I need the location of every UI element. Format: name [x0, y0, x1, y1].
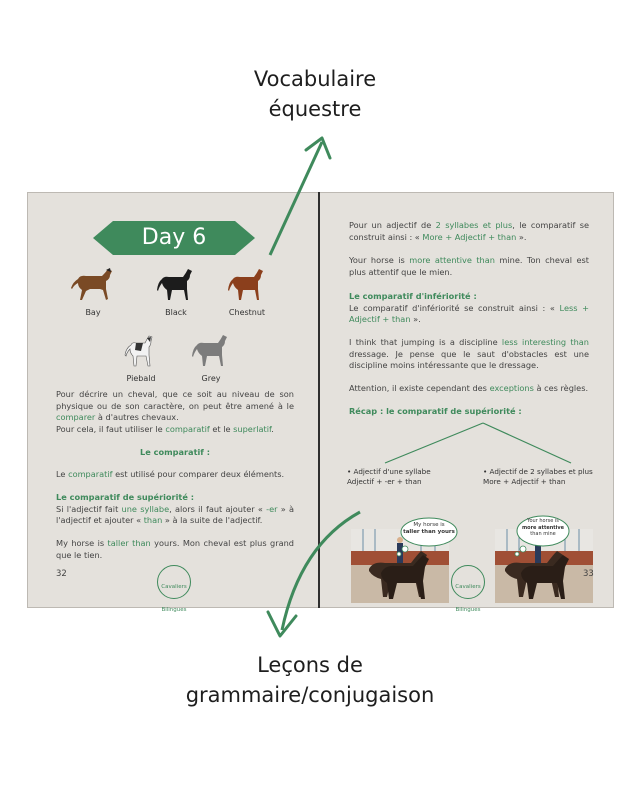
text: Pour décrire un cheval, que ce soit au niveau de son physique ou de son caractère, on peut être amené à le: [56, 389, 294, 411]
section-title: Le comparatif d'infériorité :: [349, 291, 477, 301]
arrow-to-grammar: [282, 512, 360, 630]
caption-bottom-line2: grammaire/conjugaison: [185, 683, 435, 707]
text: à d'autres chevaux.: [95, 412, 179, 422]
text: à ces règles.: [533, 383, 589, 393]
text: Pour cela, il faut utiliser le: [56, 423, 166, 434]
highlight: comparer: [56, 412, 96, 422]
arrow-to-vocabulary: [270, 142, 322, 255]
caption-bottom-line1: Leçons de: [257, 653, 363, 677]
text: » à l'adjectif et ajouter «: [56, 503, 294, 525]
text: taller than yours: [403, 529, 455, 535]
text: Adjectif de 2 syllabes et plus: [489, 467, 593, 476]
text: , le comparatif se construit ainsi : «: [349, 220, 589, 242]
text: more attentive: [521, 524, 565, 531]
text: Your horse is: [527, 518, 559, 524]
horse-name: Piebald: [126, 374, 156, 383]
text: Attention, il existe cependant des: [349, 383, 490, 393]
section-title: Le comparatif :: [140, 447, 210, 457]
highlight: taller than: [107, 538, 151, 548]
section-title: Le comparatif de supériorité :: [56, 492, 194, 502]
text: et le: [209, 423, 234, 434]
text: More + Adjectif + than: [483, 477, 566, 486]
highlight: comparatif: [68, 469, 113, 479]
text: My horse is: [56, 538, 108, 548]
text: Le: [56, 469, 69, 479]
text: Si l'adjectif fait: [56, 503, 122, 514]
caption-top-line2: équestre: [268, 97, 362, 121]
text: dressage. Je pense que le saut d'obstacles est une discipline moins intéressante que le dressage.: [349, 348, 589, 370]
text: Adjectif + -er + than: [347, 477, 422, 486]
highlight: than: [143, 515, 163, 525]
text: Adjectif d'une syllabe: [353, 467, 431, 476]
highlight: 2 syllabes et plus: [435, 220, 513, 230]
logo-text: Cavaliers: [455, 584, 481, 590]
highlight: Less + Adjectif + than: [349, 302, 589, 324]
highlight: More + Adjectif + than: [422, 231, 517, 242]
text: mine. Ton cheval est plus attentif que le mien.: [349, 255, 589, 277]
horse-name: Chestnut: [228, 308, 266, 317]
highlight: exceptions: [489, 383, 534, 393]
text: My horse is: [413, 522, 445, 528]
text: ».: [410, 314, 421, 324]
text: ».: [516, 231, 527, 242]
text: Pour un adjectif de: [349, 220, 436, 230]
page-number-left: 32: [56, 569, 67, 579]
text: Le comparatif d'infériorité se construit ainsi : «: [349, 302, 560, 313]
logo-text: Bilingues: [455, 607, 481, 613]
horse-name: Black: [165, 308, 187, 317]
recap-bullet-left: • Adjectif d'une syllabe Adjectif + -er + than: [347, 467, 431, 486]
highlight: less interesting than: [501, 337, 589, 347]
highlight: superlatif: [233, 423, 272, 434]
highlight: comparatif: [165, 423, 210, 434]
text: yours. Mon cheval est plus grand que le tien.: [56, 538, 295, 560]
logo-text: Cavaliers: [161, 584, 187, 590]
caption-top-line1: Vocabulaire: [253, 67, 377, 91]
text: , alors il faut ajouter «: [169, 503, 267, 514]
text: » à la suite de l'adjectif.: [162, 515, 263, 525]
text: est utilisé pour comparer deux éléments.: [112, 469, 285, 479]
section-title: Récap : le comparatif de supériorité :: [349, 406, 522, 416]
highlight: more attentive than: [409, 255, 495, 265]
horse-name: Grey: [201, 374, 221, 383]
text: .: [271, 423, 274, 434]
horse-name: Bay: [85, 308, 101, 317]
text: than mine: [530, 531, 556, 537]
highlight: -er: [266, 503, 278, 514]
day-banner-label: Day 6: [141, 225, 207, 250]
highlight: une syllabe: [121, 503, 170, 514]
recap-bullet-right: • Adjectif de 2 syllabes et plus More + Adjectif + than: [483, 467, 593, 486]
text: Your horse is: [349, 255, 410, 265]
page-number-right: 33: [583, 569, 594, 579]
text: I think that jumping is a discipline: [349, 337, 502, 347]
logo-text: Bilingues: [161, 607, 187, 613]
